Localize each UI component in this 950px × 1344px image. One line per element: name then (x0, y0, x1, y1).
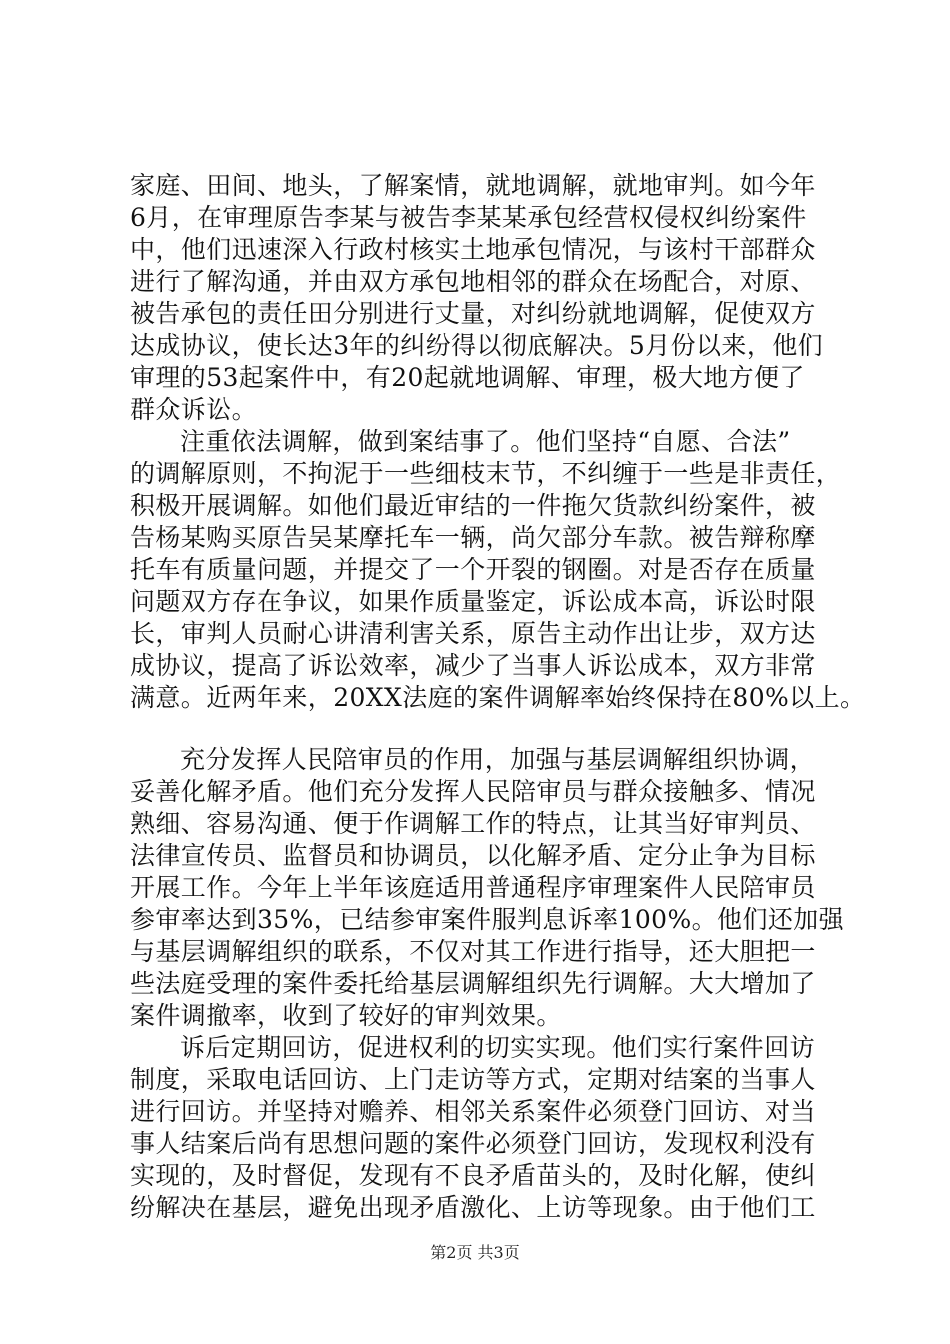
text-line: 问题双方存在争议，如果作质量鉴定，诉讼成本高，诉讼时限 (130, 587, 816, 616)
text-line: 的调解原则，不拘泥于一些细枝末节，不纠缠于一些是非责任， (130, 459, 842, 488)
paragraph-start-line: 充分发挥人民陪审员的作用，加强与基层调解组织协调， (180, 745, 816, 774)
text-line: 审理的53起案件中，有20起就地调解、审理，极大地方便了 (130, 363, 805, 392)
paragraph-start-line: 注重依法调解，做到案结事了。他们坚持“自愿、合法” (180, 427, 791, 456)
page-number-footer: 第2页 共3页 (430, 1243, 520, 1262)
text-line: 熟细、容易沟通、便于作调解工作的特点，让其当好审判员、 (130, 809, 816, 838)
text-line: 成协议，提高了诉讼效率，减少了当事人诉讼成本，双方非常 (130, 651, 816, 680)
text-line: 案件调撤率，收到了较好的审判效果。 (130, 1001, 562, 1030)
paragraph-gap (130, 714, 850, 744)
text-line: 满意。近两年来，20XX法庭的案件调解率始终保持在80%以上。 (130, 683, 866, 712)
text-line: 家庭、田间、地头，了解案情，就地调解，就地审判。如今年 (130, 171, 816, 200)
paragraph-start-line: 诉后定期回访，促进权利的切实实现。他们实行案件回访 (180, 1033, 816, 1062)
text-line: 与基层调解组织的联系，不仅对其工作进行指导，还大胆把一 (130, 937, 816, 966)
text-line: 6月，在审理原告李某与被告李某某承包经营权侵权纠纷案件 (130, 203, 807, 232)
text-line: 法律宣传员、监督员和协调员，以化解矛盾、定分止争为目标 (130, 841, 816, 870)
text-line: 中，他们迅速深入行政村核实土地承包情况，与该村干部群众 (130, 235, 816, 264)
text-line: 纷解决在基层，避免出现矛盾激化、上访等现象。由于他们工 (130, 1193, 816, 1222)
text-line: 制度，采取电话回访、上门走访等方式，定期对结案的当事人 (130, 1065, 816, 1094)
text-line: 达成协议，使长达3年的纠纷得以彻底解决。5月份以来，他们 (130, 331, 824, 360)
text-line: 进行了解沟通，并由双方承包地相邻的群众在场配合，对原、 (130, 267, 816, 296)
text-line: 托车有质量问题，并提交了一个开裂的钢圈。对是否存在质量 (130, 555, 816, 584)
text-line: 实现的，及时督促，发现有不良矛盾苗头的，及时化解，使纠 (130, 1161, 816, 1190)
text-line: 长，审判人员耐心讲清利害关系，原告主动作出让步，双方达 (130, 619, 816, 648)
text-line: 群众诉讼。 (130, 395, 258, 424)
text-line: 事人结案后尚有思想问题的案件必须登门回访，发现权利没有 (130, 1129, 816, 1158)
document-body (130, 170, 866, 1224)
text-line: 进行回访。并坚持对赡养、相邻关系案件必须登门回访、对当 (130, 1097, 816, 1126)
text-line: 妥善化解矛盾。他们充分发挥人民陪审员与群众接触多、情况 (130, 777, 816, 806)
text-line: 告杨某购买原告吴某摩托车一辆，尚欠部分车款。被告辩称摩 (130, 523, 816, 552)
text-line: 积极开展调解。如他们最近审结的一件拖欠货款纠纷案件，被 (130, 491, 816, 520)
text-line: 些法庭受理的案件委托给基层调解组织先行调解。大大增加了 (130, 969, 816, 998)
text-line: 开展工作。今年上半年该庭适用普通程序审理案件人民陪审员 (130, 873, 816, 902)
text-line: 参审率达到35%，已结参审案件服判息诉率100%。他们还加强 (130, 905, 845, 934)
text-line: 被告承包的责任田分别进行丈量，对纠纷就地调解，促使双方 (130, 299, 816, 328)
